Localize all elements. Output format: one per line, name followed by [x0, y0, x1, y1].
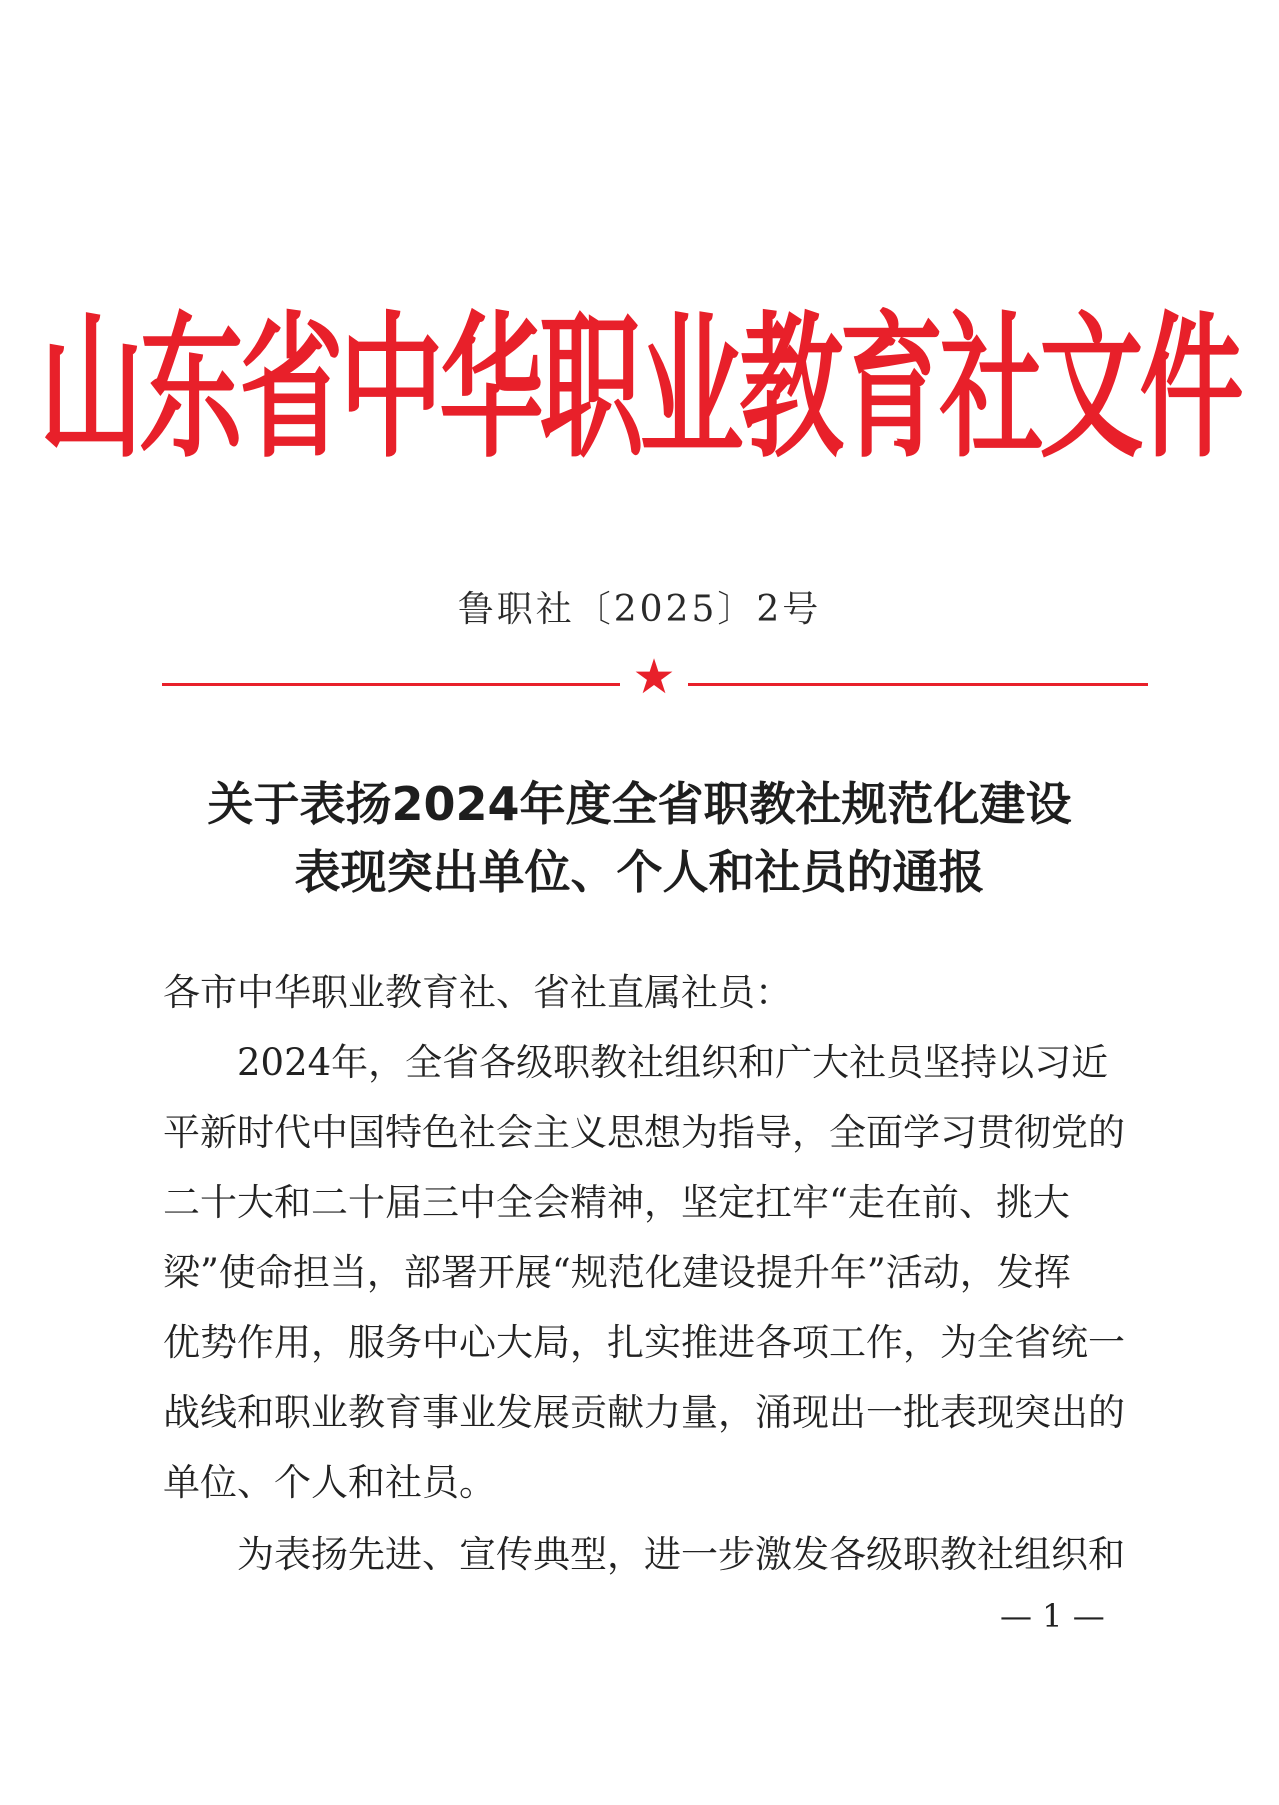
- document-number: 鲁职社〔2025〕2号: [457, 589, 822, 630]
- red-divider-right: [688, 683, 1148, 686]
- red-divider-left: [162, 683, 620, 686]
- body-line: 二十大和二十届三中全会精神，坚定扛牢“走在前、挑大: [163, 1181, 1070, 1224]
- body-line: 平新时代中国特色社会主义思想为指导，全面学习贯彻党的: [163, 1111, 1125, 1154]
- body-line: 战线和职业教育事业发展贡献力量，涌现出一批表现突出的: [163, 1391, 1125, 1434]
- body-line: 单位、个人和社员。: [163, 1461, 496, 1504]
- red-star-icon: ★: [632, 649, 676, 705]
- page-number: — 1 —: [1000, 1597, 1105, 1635]
- body-line: 为表扬先进、宣传典型，进一步激发各级职教社组织和: [163, 1533, 1125, 1576]
- body-line: 优势作用，服务中心大局，扎实推进各项工作，为全省统一: [163, 1321, 1125, 1364]
- body-line: 梁”使命担当，部署开展“规范化建设提升年”活动，发挥: [163, 1251, 1071, 1294]
- body-line: 2024年，全省各级职教社组织和广大社员坚持以习近: [163, 1041, 1109, 1084]
- salutation: 各市中华职业教育社、省社直属社员：: [163, 971, 792, 1014]
- notice-title-line-2: 表现突出单位、个人和社员的通报: [294, 845, 985, 899]
- document-masthead: 山东省中华职业教育社文件: [39, 296, 1240, 480]
- notice-title-line-1: 关于表扬2024年度全省职教社规范化建设: [207, 777, 1072, 831]
